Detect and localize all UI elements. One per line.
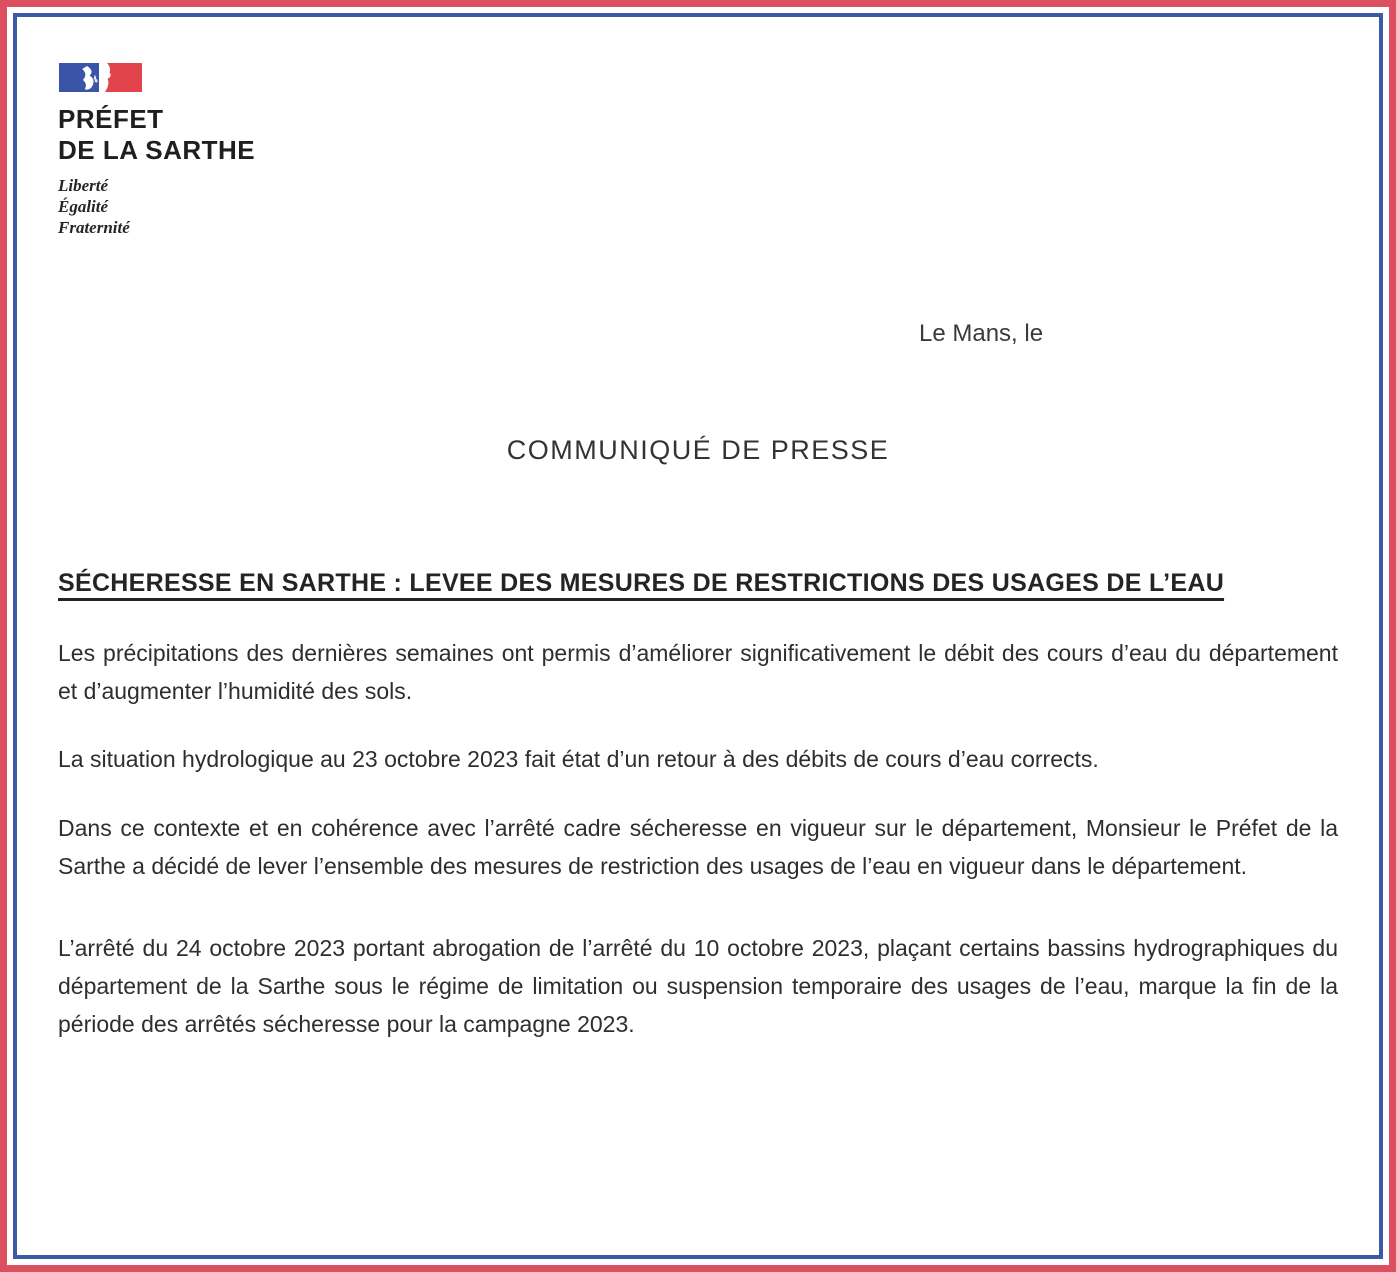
- marianne-flag-logo-icon: [58, 61, 144, 95]
- body-text: [58, 634, 1338, 1043]
- dateline: Le Mans, le: [919, 320, 1044, 347]
- republic-motto: [58, 175, 378, 238]
- institution-line-2: DE LA SARTHE: [58, 135, 256, 165]
- government-logo-block: [58, 61, 378, 238]
- press-release-document: [17, 17, 1379, 1043]
- motto-fraternite: Fraternité: [58, 218, 130, 237]
- motto-egalite: Égalité: [58, 197, 109, 216]
- paragraph-situation-hydrologique: La situation hydrologique au 23 octobre 2023 fait état d’un retour à des débits de cours d’eau corrects.: [58, 746, 1099, 772]
- motto-liberte: Liberté: [58, 176, 109, 195]
- paragraph-levee-mesures: Dans ce contexte et en cohérence avec l’arrêté cadre sécheresse en vigueur sur le département, Monsieur le Préfet de la Sarthe a décidé de lever l’ensemble des mesures de restriction des usages de l’eau en vigueur dans le département.: [58, 815, 1338, 879]
- institution-line-1: PRÉFET: [58, 104, 164, 134]
- institution-name: [58, 104, 378, 166]
- press-release-title: COMMUNIQUÉ DE PRESSE: [506, 435, 890, 465]
- paragraph-precipitations: Les précipitations des dernières semaines ont permis d’améliorer significativement le débit des cours d’eau du département et d’augmenter l’humidité des sols.: [58, 640, 1338, 704]
- headline: SÉCHERESSE EN SARTHE : LEVEE DES MESURES DE RESTRICTIONS DES USAGES DE L’EAU: [58, 569, 1225, 597]
- inner-frame: [13, 13, 1383, 1259]
- paragraph-arrete-abrogation: L’arrêté du 24 octobre 2023 portant abrogation de l’arrêté du 10 octobre 2023, plaçant certains bassins hydrographiques du département de la Sarthe sous le régime de limitation ou suspension temporaire des usages de l’eau, marque la fin de la période des arrêtés sécheresse pour la campagne 2023.: [58, 935, 1338, 1037]
